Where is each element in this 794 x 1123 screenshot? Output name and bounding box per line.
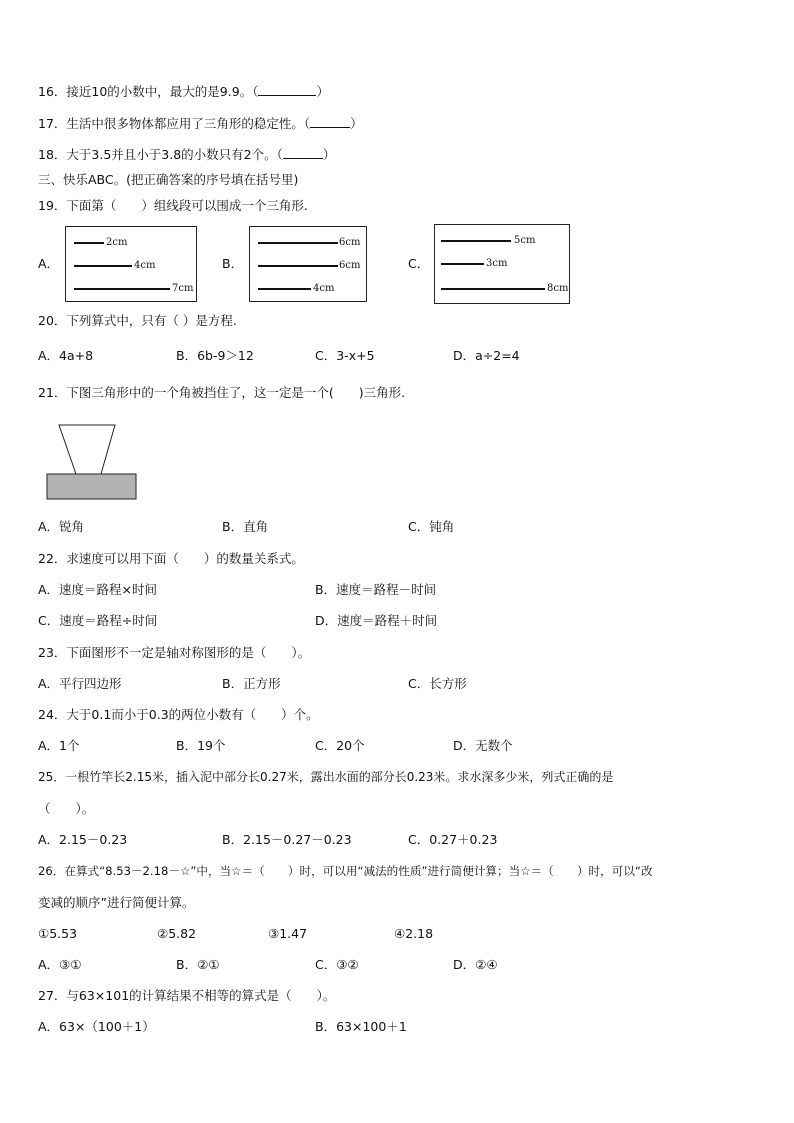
line-segment (258, 288, 311, 290)
option-b-label: B． (222, 256, 244, 271)
option-c[interactable]: C．③② (315, 957, 359, 972)
line-segment (258, 242, 338, 244)
covered-triangle-figure (44, 424, 140, 504)
option-b[interactable]: B．速度＝路程－时间 (315, 582, 437, 597)
question-22: 22．求速度可以用下面（ ）的数量关系式。 (38, 551, 304, 566)
answer-blank[interactable] (283, 146, 323, 159)
choice-item: ②5.82 (157, 926, 197, 941)
question-25-continued: （ ）。 (38, 801, 95, 816)
line-segment (441, 240, 511, 242)
option-b[interactable]: B．6b-9＞12 (176, 348, 254, 363)
question-26-continued: 变减的顺序”进行简便计算。 (38, 895, 195, 910)
question-17: 17．生活中很多物体都应用了三角形的稳定性。（ ） (38, 116, 363, 131)
question-16: 16．接近10的小数中，最大的是9.9。（ ） (38, 84, 329, 99)
question-24: 24．大于0.1而小于0.3的两位小数有（ ）个。 (38, 707, 319, 722)
cover-rectangle (47, 474, 136, 499)
option-d[interactable]: D．a÷2=4 (453, 348, 520, 363)
line-segment (74, 242, 104, 244)
option-a[interactable]: A．③① (38, 957, 82, 972)
option-c[interactable]: C．20个 (315, 738, 365, 753)
question-27: 27．与63×101的计算结果不相等的算式是（ ）。 (38, 988, 336, 1003)
option-a[interactable]: A．速度＝路程×时间 (38, 582, 158, 597)
option-a[interactable]: A．1个 (38, 738, 80, 753)
segment-box-a: 2cm 4cm 7cm (65, 226, 197, 302)
option-c[interactable]: C．长方形 (408, 676, 467, 691)
option-b[interactable]: B．正方形 (222, 676, 281, 691)
option-c[interactable]: C．3-x+5 (315, 348, 375, 363)
choice-item: ④2.18 (394, 926, 434, 941)
option-a[interactable]: A．2.15－0.23 (38, 832, 128, 847)
question-26: 26．在算式“8.53－2.18－☆”中，当☆＝（ ）时，可以用“减法的性质”进行简便计算；当☆＝（ ）时，可以“改 (38, 864, 653, 878)
segment-box-c: 5cm 3cm 8cm (434, 224, 570, 304)
option-b[interactable]: B．直角 (222, 519, 269, 534)
option-b[interactable]: B．2.15－0.27－0.23 (222, 832, 352, 847)
triangle-outline (59, 425, 115, 474)
option-a[interactable]: A．63×（100＋1） (38, 1019, 155, 1034)
choice-item: ③1.47 (268, 926, 308, 941)
option-c[interactable]: C．速度＝路程÷时间 (38, 613, 158, 628)
option-b[interactable]: B．63×100＋1 (315, 1019, 407, 1034)
line-segment (74, 288, 170, 290)
option-a[interactable]: A．4a+8 (38, 348, 94, 363)
line-segment (258, 265, 338, 267)
question-21: 21．下图三角形中的一个角被挡住了，这一定是一个( )三角形. (38, 385, 406, 400)
segment-box-b: 6cm 6cm 4cm (249, 226, 367, 302)
option-a-label: A． (38, 256, 60, 271)
question-20: 20．下列算式中，只有（ ）是方程. (38, 313, 237, 328)
question-19: 19．下面第（ ）组线段可以围成一个三角形. (38, 198, 308, 213)
question-25: 25．一根竹竿长2.15米，插入泥中部分长0.27米，露出水面的部分长0.23米。求水深多少米，列式正确的是 (38, 770, 614, 784)
question-18: 18．大于3.5并且小于3.8的小数只有2个。（ ） (38, 147, 336, 162)
option-c[interactable]: C．0.27＋0.23 (408, 832, 498, 847)
section-heading: 三、快乐ABC。(把正确答案的序号填在括号里) (38, 172, 299, 187)
answer-blank[interactable] (310, 115, 350, 128)
option-b[interactable]: B．②① (176, 957, 220, 972)
line-segment (74, 265, 132, 267)
line-segment (441, 288, 545, 290)
option-d[interactable]: D．②④ (453, 957, 498, 972)
choice-item: ①5.53 (38, 926, 78, 941)
line-segment (441, 263, 484, 265)
option-b[interactable]: B．19个 (176, 738, 226, 753)
answer-blank[interactable] (258, 83, 316, 96)
option-d[interactable]: D．速度＝路程＋时间 (315, 613, 438, 628)
question-23: 23．下面图形不一定是轴对称图形的是（ ）。 (38, 645, 311, 660)
option-c[interactable]: C．钝角 (408, 519, 455, 534)
option-d[interactable]: D．无数个 (453, 738, 513, 753)
option-c-label: C． (408, 256, 430, 271)
option-a[interactable]: A．锐角 (38, 519, 85, 534)
option-a[interactable]: A．平行四边形 (38, 676, 122, 691)
